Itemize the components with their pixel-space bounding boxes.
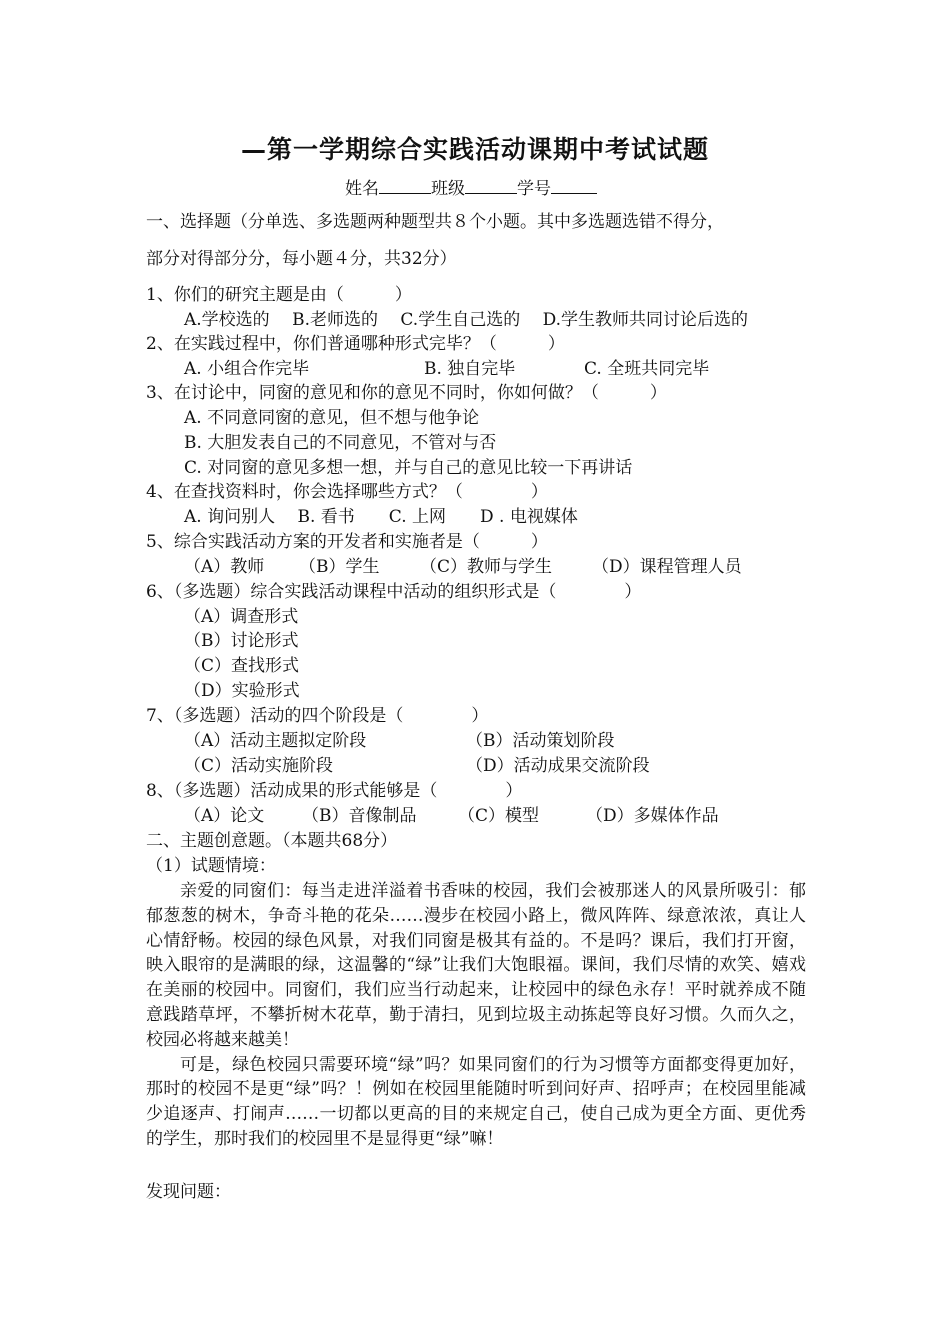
question-4-stem: 4、在查找资料时，你会选择哪些方式？（ ） (146, 482, 548, 502)
question-3-option-b: B. 大胆发表自己的不同意见，不管对与否 (184, 433, 497, 453)
question-3-option-a: A. 不同意同窗的意见，但不想与他争论 (184, 408, 480, 428)
name-label: 姓名 (345, 179, 379, 199)
question-2-option-a: A. 小组合作完毕 (184, 359, 310, 379)
question-1-stem: 1、你们的研究主题是由（ ） (146, 285, 412, 305)
scenario-label: （1）试题情境： (146, 856, 276, 876)
question-7-stem: 7、（多选题）活动的四个阶段是（ ） (146, 706, 489, 726)
question-8-option-c: （C）模型 (458, 806, 540, 826)
question-8-option-d: （D）多媒体作品 (586, 806, 719, 826)
exam-title: —第一学期综合实践活动课期中考试试题 (240, 135, 709, 164)
section2-heading: 二、主题创意题。（本题共68分） (146, 831, 398, 851)
question-2-option-b: B. 独自完毕 (424, 359, 516, 379)
question-6-stem: 6、（多选题）综合实践活动课程中活动的组织形式是（ ） (146, 582, 642, 602)
scenario-text (146, 879, 806, 1152)
question-7-option-c: （C）活动实施阶段 (184, 756, 334, 776)
question-5-option-c: （C）教师与学生 (420, 557, 553, 577)
question-7-option-a: （A）活动主题拟定阶段 (184, 731, 367, 751)
question-8-stem: 8、（多选题）活动成果的形式能够是（ ） (146, 781, 523, 801)
name-blank[interactable] (379, 175, 431, 194)
question-1-option-line: A.学校选的 B.老师选的 C.学生自己选的 D.学生教师共同讨论后选的 (184, 310, 749, 330)
question-5-option-a: （A）教师 (184, 557, 265, 577)
question-8-option-b: （B）音像制品 (302, 806, 417, 826)
scenario-paragraph-1: 亲爱的同窗们：每当走进洋溢着书香味的校园，我们会被那迷人的风景所吸引：郁郁葱葱的树木，争奇斗艳的花朵……漫步在校园小路上，微风阵阵、绿意浓浓，真让人心情舒畅。校园的绿色风景，对我们同窗是极其有益的。不是吗？课后，我们打开窗，映入眼帘的是满眼的绿，这温馨的“绿”让我们大饱眼福。课间，我们尽情的欢笑、嬉戏在美丽的校园中。同窗们，我们应当行动起来，让校园中的绿色永存！平时就养成不随意践踏草坪，不攀折树木花草，勤于清扫，见到垃圾主动拣起等良好习惯。久而久之，校园必将越来越美！ (146, 881, 806, 1050)
question-8-option-a: （A）论文 (184, 806, 265, 826)
question-6-option-b: （B）讨论形式 (184, 631, 299, 651)
class-label: 班级 (431, 179, 465, 199)
scenario-paragraph-2: 可是，绿色校园只需要环境“绿”吗？如果同窗们的行为习惯等方面都变得更加好，那时的校园不是更“绿”吗？！例如在校园里能随时听到问好声、招呼声；在校园里能减少追逐声、打闹声……一切都以更高的目的来规定自己，使自己成为更全方面、更优秀的学生，那时我们的校园里不是显得更“绿”嘛！ (146, 1054, 806, 1149)
number-label: 学号 (517, 179, 551, 199)
question-2-option-c: C. 全班共同完毕 (584, 359, 710, 379)
question-3-stem: 3、在讨论中，同窗的意见和你的意见不同时，你如何做？（ ） (146, 383, 667, 403)
number-blank[interactable] (551, 175, 597, 194)
question-2-stem: 2、在实践过程中，你们普通哪种形式完毕？（ ） (146, 334, 565, 354)
class-blank[interactable] (465, 175, 517, 194)
section1-heading-line1: 一、选择题（分单选、多选题两种题型共８个小题。其中多选题选错不得分， (146, 212, 724, 232)
question-6-option-a: （A）调查形式 (184, 607, 299, 627)
question-7-option-b: （B）活动策划阶段 (466, 731, 615, 751)
student-info-line (345, 175, 597, 201)
question-5-option-b: （B）学生 (299, 557, 380, 577)
question-6-option-d: （D）实验形式 (184, 681, 300, 701)
question-7-option-d: （D）活动成果交流阶段 (466, 756, 650, 776)
question-5-stem: 5、综合实践活动方案的开发者和实施者是（ ） (146, 532, 548, 552)
question-3-option-c: C. 对同窗的意见多想一想，并与自己的意见比较一下再讲话 (184, 458, 633, 478)
section1-heading-line2: 部分对得部分分，每小题４分，共32分） (146, 249, 457, 269)
question-5-option-d: （D）课程管理人员 (592, 557, 742, 577)
discover-problem-label: 发现问题： (146, 1182, 231, 1202)
question-4-option-line: A. 询问别人 B. 看书 C. 上网 D . 电视媒体 (184, 507, 578, 527)
question-6-option-c: （C）查找形式 (184, 656, 300, 676)
